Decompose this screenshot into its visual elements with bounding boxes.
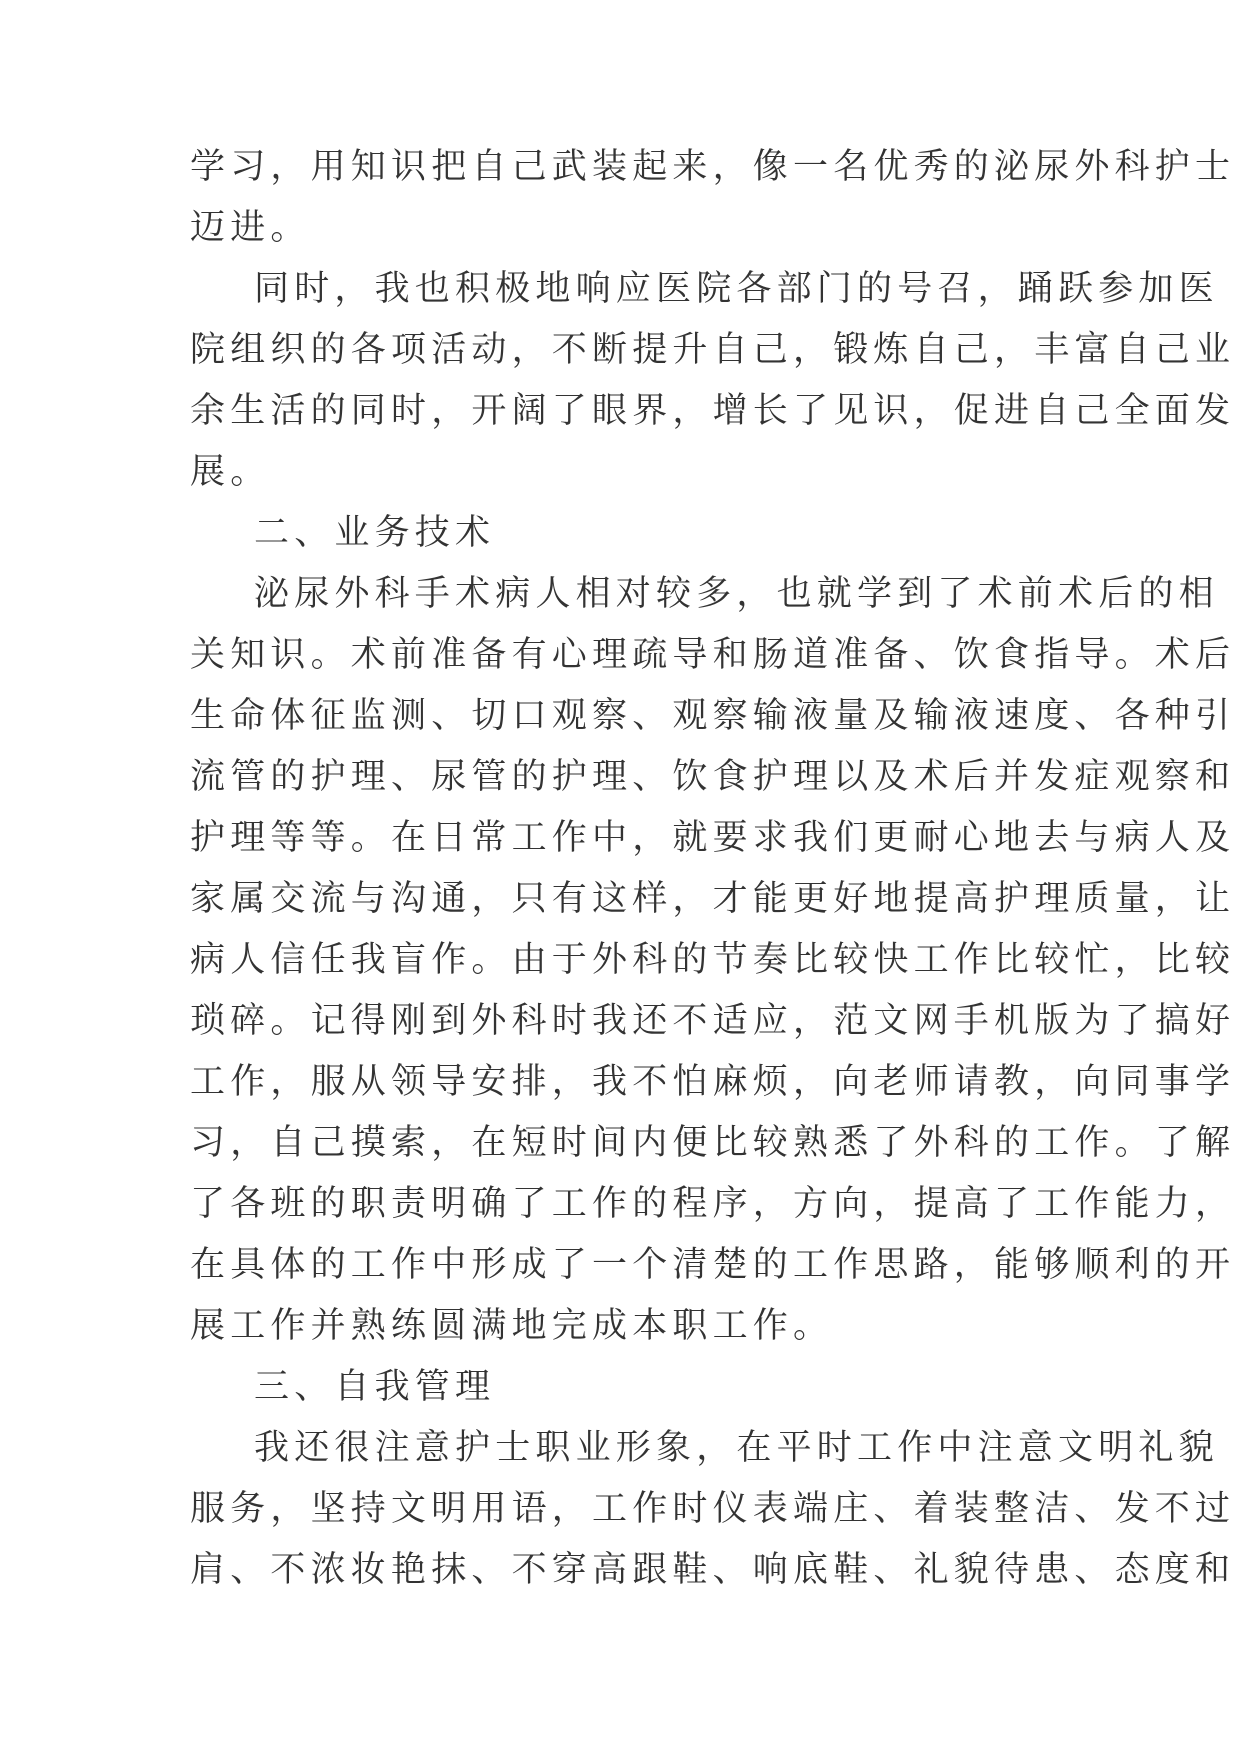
text-line: 关知识。术前准备有心理疏导和肠道准备、饮食指导。术后	[190, 635, 1236, 675]
text-line: 三、自我管理	[254, 1367, 496, 1407]
text-line: 在具体的工作中形成了一个清楚的工作思路，能够顺利的开	[190, 1245, 1236, 1285]
text-line: 展工作并熟练圆满地完成本职工作。	[190, 1306, 834, 1346]
text-line: 我还很注意护士职业形象，在平时工作中注意文明礼貌	[254, 1428, 1219, 1468]
text-line: 家属交流与沟通，只有这样，才能更好地提高护理质量，让	[190, 879, 1236, 919]
text-line: 护理等等。在日常工作中，就要求我们更耐心地去与病人及	[190, 818, 1236, 858]
text-line: 琐碎。记得刚到外科时我还不适应，范文网手机版为了搞好	[190, 1001, 1236, 1041]
text-line: 展。	[190, 452, 271, 492]
document-body	[190, 137, 1236, 1601]
text-line: 肩、不浓妆艳抹、不穿高跟鞋、响底鞋、礼貌待患、态度和	[190, 1550, 1236, 1590]
text-line: 二、业务技术	[254, 513, 496, 553]
text-line: 流管的护理、尿管的护理、饮食护理以及术后并发症观察和	[190, 757, 1236, 797]
text-line: 服务，坚持文明用语，工作时仪表端庄、着装整洁、发不过	[190, 1489, 1236, 1529]
text-line: 同时，我也积极地响应医院各部门的号召，踊跃参加医	[254, 269, 1219, 309]
text-line: 迈进。	[190, 208, 311, 248]
text-line: 泌尿外科手术病人相对较多，也就学到了术前术后的相	[254, 574, 1219, 614]
text-line: 了各班的职责明确了工作的程序，方向，提高了工作能力，	[190, 1184, 1236, 1224]
text-line: 生命体征监测、切口观察、观察输液量及输液速度、各种引	[190, 696, 1236, 736]
text-line: 余生活的同时，开阔了眼界，增长了见识，促进自己全面发	[190, 391, 1236, 431]
text-line: 工作，服从领导安排，我不怕麻烦，向老师请教，向同事学	[190, 1062, 1236, 1102]
text-line: 学习，用知识把自己武装起来，像一名优秀的泌尿外科护士	[190, 147, 1236, 187]
text-line: 习，自己摸索，在短时间内便比较熟悉了外科的工作。了解	[190, 1123, 1236, 1163]
text-line: 病人信任我盲作。由于外科的节奏比较快工作比较忙，比较	[190, 940, 1236, 980]
text-line: 院组织的各项活动，不断提升自己，锻炼自己，丰富自己业	[190, 330, 1236, 370]
